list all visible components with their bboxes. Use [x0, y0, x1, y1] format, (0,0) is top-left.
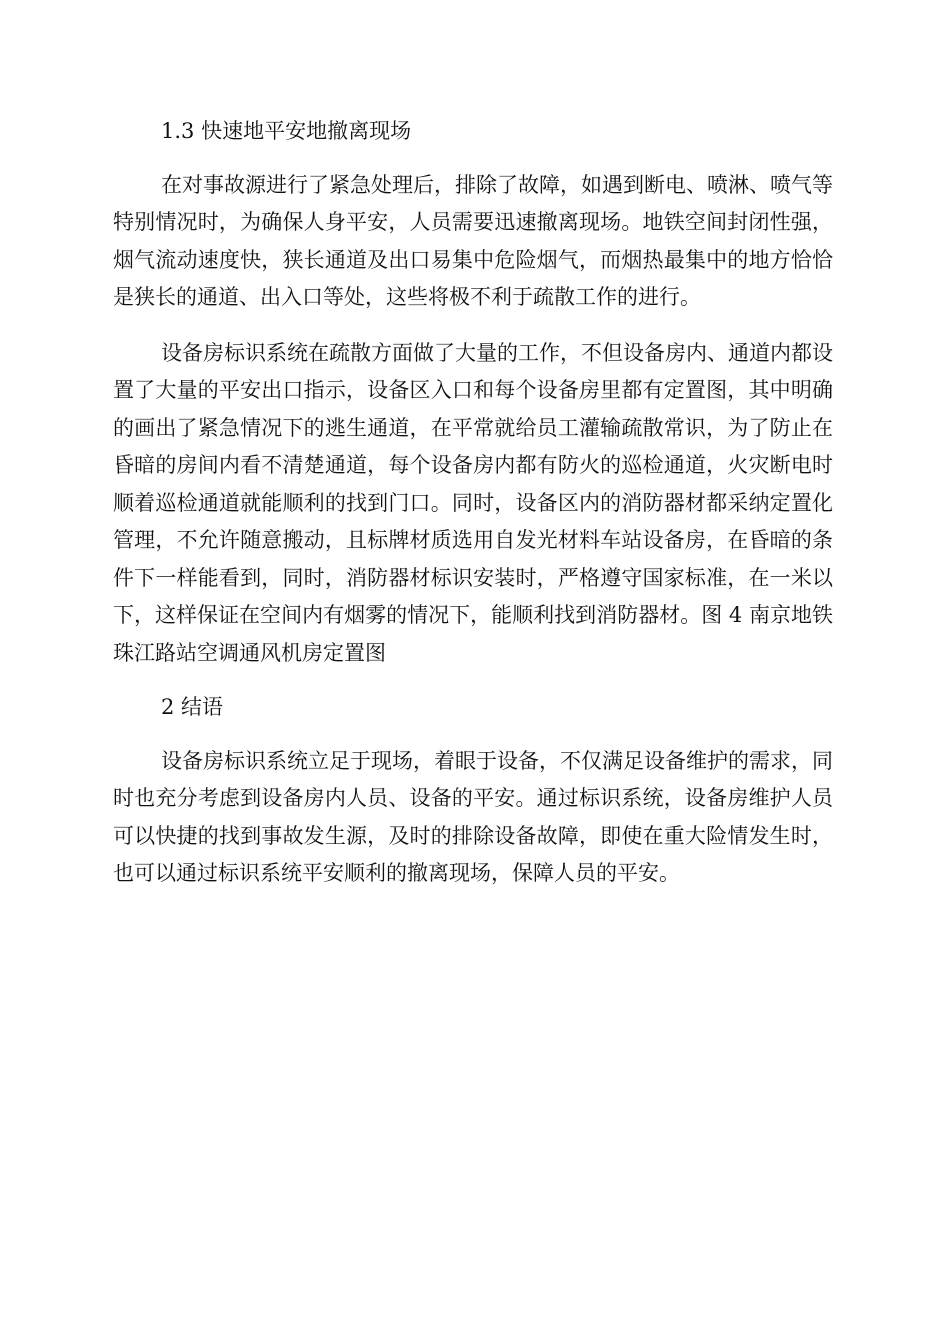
paragraph-conclusion: 设备房标识系统立足于现场，着眼于设备，不仅满足设备维护的需求，同时也充分考虑到设备房内人员、设备的平安。通过标识系统，设备房维护人员可以快捷的找到事故发生源，及时的排除设备故障，即使在重大险情发生时，也可以通过标识系统平安顺利的撤离现场，保障人员的平安。: [113, 748, 833, 885]
paragraph-evacuation-signage: 设备房标识系统在疏散方面做了大量的工作，不但设备房内、通道内都设置了大量的平安出口指示，设备区入口和每个设备房里都有定置图，其中明确的画出了紧急情况下的逃生通道，在平常就给员工灌输疏散常识，为了防止在昏暗的房间内看不清楚通道，每个设备房内都有防火的巡检通道，火灾断电时顺着巡检通道就能顺利的找到门口。同时，设备区内的消防器材都采纳定置化管理，不允许随意搬动，且标牌材质选用自发光材料车站设备房，在昏暗的条件下一样能看到，同时，消防器材标识安装时，严格遵守国家标准，在一米以下，这样保证在空间内有烟雾的情况下，能顺利找到消防器材。图 4 南京地铁珠江路站空调通风机房定置图: [113, 340, 833, 665]
section-heading-2-conclusion: 2 结语: [161, 695, 224, 719]
section-heading-1-3: 1.3 快速地平安地撤离现场: [161, 119, 412, 143]
document-page: [113, 113, 833, 893]
paragraph-evacuation-intro: 在对事故源进行了紧急处理后，排除了故障，如遇到断电、喷淋、喷气等特别情况时，为确保人身平安，人员需要迅速撤离现场。地铁空间封闭性强，烟气流动速度快，狭长通道及出口易集中危险烟气，而烟热最集中的地方恰恰是狭长的通道、出入口等处，这些将极不利于疏散工作的进行。: [113, 172, 833, 309]
